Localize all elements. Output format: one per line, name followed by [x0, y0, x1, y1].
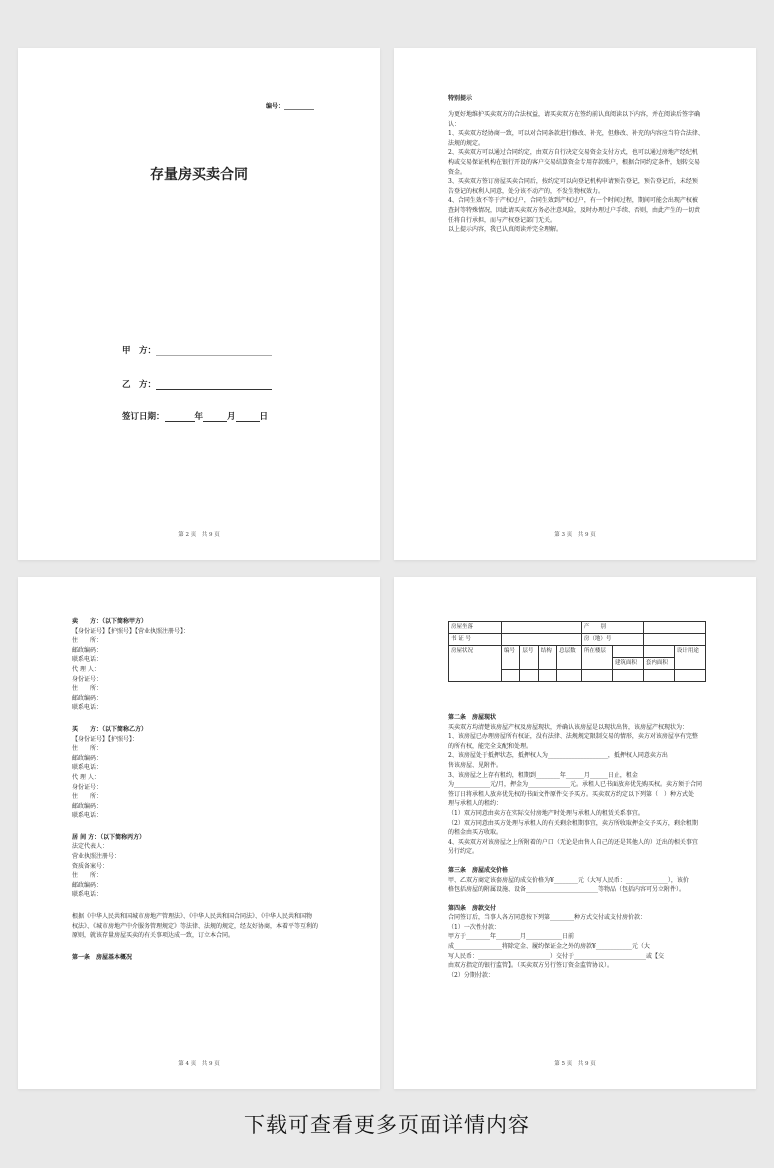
- year-label: 年: [194, 412, 204, 422]
- table-row: 房屋坐落 产 别: [449, 622, 706, 634]
- buyer-field: 联系电话：: [72, 812, 103, 820]
- page-footer: 第 4 页 共 9 页: [178, 1061, 220, 1067]
- notice-line: 3、买卖双方签订房屋买卖合同后，按约定可以向登记机构申请预告登记，预告登记后，未经预: [448, 178, 698, 186]
- notice-line: 法规的规定。: [448, 139, 485, 147]
- parties-page: [18, 577, 380, 1089]
- buyer-field: 联系电话：: [72, 764, 103, 772]
- article-2-line: 1、该房屋已办理房屋所有权证，没有法律、法规规定限制交易的情形，卖方对该房屋享有完整: [448, 733, 698, 741]
- article-2-line: （1）双方同意由卖方在实际交付房地产时处理与承租人的租赁关系事宜。: [448, 809, 644, 817]
- basis-line: 权法》、《城市房地产中介服务管理规定》等法律、法规的规定，经友好协商，本着平等互利的: [72, 922, 319, 930]
- article-2-line: 理与承租人的租约：: [448, 800, 503, 808]
- watermark: [101, 468, 121, 492]
- buyer-id-types: 【身份证号】【护照号】：: [72, 735, 139, 743]
- contract-cover-page: [18, 48, 380, 560]
- notice-line: 任将自行承担，而与产权登记部门无关。: [448, 216, 557, 224]
- agent-field: 邮政编码：: [72, 881, 103, 889]
- article-4-heading: 第四条 房款交付: [448, 904, 497, 912]
- buyer-field: 身份证号：: [72, 783, 103, 791]
- buyer-field: 代 理 人：: [72, 773, 100, 781]
- table-row: 建筑面积 套内面积: [449, 658, 706, 670]
- article-2-line: 3、该房屋之上存有租约，租期到________年______月______日止，租金: [448, 771, 638, 779]
- buyer-field: 住 所：: [72, 745, 103, 753]
- page-footer: 第 5 页 共 9 页: [554, 1061, 596, 1067]
- seller-field: 代 理 人：: [72, 665, 100, 673]
- parties-body: [72, 617, 342, 962]
- article-2-line: 签订日将承租人放弃优先权的书面文件原件交予买方。买卖双方约定以下列第（ ）种方式处: [448, 790, 695, 798]
- notice-line: 1、买卖双方经协商一致，可以对合同条款进行修改、补充，但修改、补充的内容应当符合法律、: [448, 130, 704, 138]
- seller-field: 身份证号：: [72, 675, 103, 683]
- notice-line: 4、合同生效不等于产权过户，合同生效到产权过户，有一个时间过程，期间可能会出现产权被: [448, 197, 698, 205]
- basis-line: 原则，就该存量房屋买卖的有关事项达成一致，订立本合同。: [72, 932, 235, 940]
- article-4-line: （2）分期付款：: [448, 971, 494, 979]
- agent-heading: 居 间 方：（以下简称丙方）: [72, 833, 146, 841]
- article-2-line: 为____________元/月，押金为______________元。承租人已书面放弃优先购买权。卖方须于合同: [448, 781, 703, 789]
- article-3-line: 甲、乙双方商定该套房屋的成交价格为¥________元（大写人民币：______________），该价: [448, 876, 689, 884]
- agent-field: 法定代表人：: [72, 843, 109, 851]
- agent-field: 资质备案号：: [72, 862, 109, 870]
- party-b-blank: [156, 389, 272, 390]
- agent-field: 营业执照注册号：: [72, 853, 121, 861]
- notice-line: 告登记的权利人同意，处分该不动产的，不发生物权效力。: [448, 187, 605, 195]
- party-a-field: [122, 344, 272, 356]
- article-4-line: 合同签订后，当事人各方同意按下列第________种方式交付或支付房价款：: [448, 914, 647, 922]
- seller-field: 住 所：: [72, 685, 103, 693]
- contract-title: 存量房买卖合同: [150, 167, 248, 183]
- notice-line: 为更好地维护买卖双方的合法权益，请买卖双方在签约前认真阅读以下内容，并在阅读后签字确: [448, 111, 701, 118]
- notice-line: 构或交易保证机构在银行开设的客户交易结算资金专用存款账户，根据合同约定条件，划转交易: [448, 158, 701, 166]
- article-2-line: 2、该房屋处于抵押状态，抵押权人为____________________，抵押权人同意卖方出: [448, 752, 668, 760]
- property-info-table: [448, 621, 706, 682]
- article-3-heading: 第三条 房屋成交价格: [448, 866, 509, 874]
- article-3-line: 格包括房屋的附属设施、设备________________________等物品（包括内容可另立附件）。: [448, 886, 686, 894]
- buyer-heading: 买 方：（以下简称乙方）: [72, 725, 148, 733]
- article-2-line: 另行约定。: [448, 848, 479, 856]
- notice-line: 资金。: [448, 168, 467, 176]
- article-2-line: 买卖双方均清楚该房屋产权及房屋现状，并确认该房屋是以现状出售，该房屋产权现状为：: [448, 723, 689, 731]
- party-a-blank: [156, 355, 272, 356]
- article-4-line: 成________________将除定金、履约保证金之外的房款¥____________元（大: [448, 943, 650, 951]
- notice-body: [448, 110, 710, 235]
- notice-line: 2、买卖双方可以通过合同约定，由双方自行决定交易资金支付方式，也可以通过房地产经纪机: [448, 149, 698, 157]
- article-4-line: 甲方于________年________月____________日前: [448, 933, 575, 941]
- party-b-field: [122, 378, 272, 390]
- seller-field: 住 所：: [72, 637, 103, 645]
- table-row: 房屋状况 编号 层号 结构 总层数 所在楼层 设计用途: [449, 646, 706, 658]
- article-4-line: 写人民币：________________________）交付于________________________或【交: [448, 952, 665, 960]
- serial-number-label: 编号：__________: [266, 103, 315, 110]
- seller-field: 联系电话：: [72, 704, 103, 712]
- day-label: 日: [259, 412, 269, 422]
- contract-terms-page: [394, 577, 756, 1089]
- article-1-heading: 第一条 房屋基本概况: [72, 953, 133, 961]
- party-b-label: 乙 方：: [122, 380, 157, 390]
- notice-line: 认：: [448, 120, 461, 128]
- article-2-line: 的租金由买方收取。: [448, 829, 503, 837]
- agent-field: 联系电话：: [72, 891, 103, 899]
- special-notice-page: [394, 48, 756, 560]
- article-2-line: 4、买卖双方对该房屋之上所附着的户口（无论是由售人自己的还是其他人的）迁出的相关事宜: [448, 838, 698, 846]
- notice-heading: 特别提示: [448, 95, 473, 102]
- sign-date-field: [122, 410, 268, 422]
- basis-line: 根据《中华人民共和国城市房地产管理法》、《中华人民共和国合同法》、《中华人民共和国物: [72, 913, 313, 921]
- article-2-line: （2）双方同意由买方处理与承租人的有关剩余租期事宜，卖方所收取押金交予买方，剩余租期: [448, 819, 698, 827]
- agent-field: 住 所：: [72, 872, 103, 880]
- seller-field: 邮政编码：: [72, 646, 103, 654]
- article-4-line: 由双方指定的银行监管】。（买卖双方另行签订资金监管协议）。: [448, 962, 614, 970]
- article-2-line: 的所有权，能完全支配和处理。: [448, 742, 533, 750]
- seller-field: 联系电话：: [72, 656, 103, 664]
- article-2-line: 售该房屋、见附件。: [448, 761, 503, 769]
- seller-heading: 卖 方：（以下简称甲方）: [72, 618, 148, 625]
- seller-field: 邮政编码：: [72, 694, 103, 702]
- table-row: 书 证 号 房（地）号: [449, 634, 706, 646]
- article-2-heading: 第二条 房屋现状: [448, 714, 497, 721]
- article-4-line: （1）一次性付款：: [448, 923, 500, 931]
- notice-line: 查封等特殊情况，因此请买卖双方务必注意风险，及时办理过户手续、否则，由此产生的一切责: [448, 206, 701, 214]
- page-footer: 第 3 页 共 9 页: [554, 532, 596, 538]
- month-label: 月: [227, 412, 236, 422]
- page-footer: 第 2 页 共 9 页: [178, 532, 220, 538]
- buyer-field: 住 所：: [72, 793, 103, 801]
- buyer-field: 邮政编码：: [72, 802, 103, 810]
- seller-id-types: 【身份证号】【护照号】【营业执照注册号】：: [72, 627, 190, 635]
- party-a-label: 甲 方：: [122, 346, 157, 356]
- notice-line: 以上提示内容，我已认真阅读并完全理解。: [448, 226, 563, 234]
- sign-date-label: 签订日期：: [122, 412, 165, 422]
- terms-body: [448, 713, 710, 980]
- buyer-field: 邮政编码：: [72, 754, 103, 762]
- download-more-caption: 下载可查看更多页面详情内容: [244, 1113, 530, 1137]
